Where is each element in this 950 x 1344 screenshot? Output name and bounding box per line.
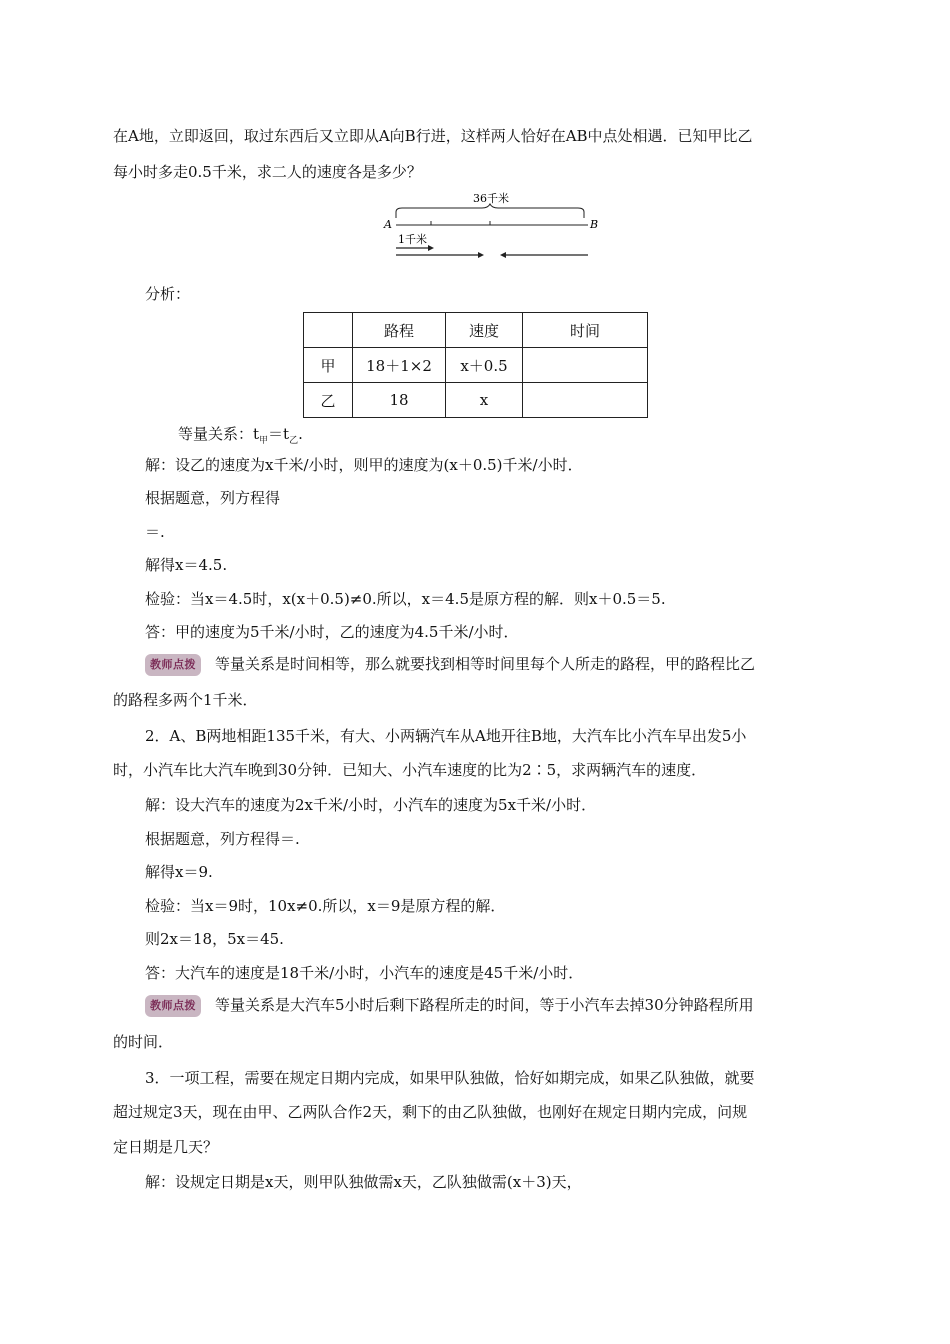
check-line: 检验：当x＝4.5时，x(x＋0.5)≠0.所以，x＝4.5是原方程的解．则x＋0.5＝5.	[145, 590, 666, 608]
analysis-table	[303, 312, 648, 418]
teacher-tip	[145, 654, 755, 676]
equation-line: ＝.	[145, 523, 165, 541]
equality-sub: 甲	[259, 436, 269, 446]
diagram-arrowhead	[500, 252, 506, 258]
diagram-arrowhead	[478, 252, 484, 258]
equality-suffix: .	[298, 425, 303, 443]
solution-line: 解：设大汽车的速度为2x千米/小时，小汽车的速度为5x千米/小时．	[145, 796, 597, 814]
analysis-label: 分析：	[145, 285, 191, 303]
diagram-arrowhead	[428, 245, 434, 251]
teacher-tip-text: 等量关系是大汽车5小时后剩下路程所走的时间，等于小汽车去掉30分钟路程所用	[215, 996, 754, 1014]
table-row	[304, 348, 648, 383]
table-cell: 甲	[304, 348, 353, 383]
teacher-tip-text: 等量关系是时间相等，那么就要找到相等时间里每个人所走的路程，甲的路程比乙	[215, 655, 756, 673]
solution-line: 根据题意，列方程得	[145, 489, 281, 507]
table-cell: 18	[353, 383, 446, 418]
solution-line: 根据题意，列方程得＝.	[145, 830, 300, 848]
problem-text-line: 时，小汽车比大汽车晚到30分钟．已知大、小汽车速度的比为2∶5，求两辆汽车的速度．	[113, 761, 707, 779]
equality-prefix: 等量关系：t	[178, 425, 260, 443]
problem-text-line: 2．A、B两地相距135千米，有大、小两辆汽车从A地开往B地，大汽车比小汽车早出发5小	[145, 727, 747, 745]
solution-line: 解得x＝4.5.	[145, 556, 228, 574]
table-header-cell: 时间	[523, 313, 648, 348]
teacher-tip	[145, 995, 754, 1017]
equality-middle: ＝t	[268, 425, 290, 443]
teacher-tip-text: 的时间．	[113, 1033, 174, 1051]
teacher-tip-badge: 教师点拨	[145, 995, 201, 1017]
answer-line: 答：甲的速度为5千米/小时，乙的速度为4.5千米/小时．	[145, 623, 519, 641]
solution-line: 解：设规定日期是x天，则甲队独做需x天，乙队独做需(x＋3)天，	[145, 1173, 582, 1191]
answer-line: 答：大汽车的速度是18千米/小时，小汽车的速度是45千米/小时．	[145, 964, 584, 982]
solution-line: 则2x＝18，5x＝45.	[145, 930, 284, 948]
problem-text-line: 在A地，立即返回，取过东西后又立即从A向B行进，这样两人恰好在AB中点处相遇．已知甲比乙	[113, 127, 753, 145]
equality-sub: 乙	[289, 436, 299, 446]
table-cell	[523, 348, 648, 383]
problem-text-line: 定日期是几天？	[113, 1138, 219, 1156]
diagram-brace	[396, 204, 584, 218]
diagram-total-label: 36千米	[473, 192, 509, 205]
solution-line: 解：设乙的速度为x千米/小时，则甲的速度为(x＋0.5)千米/小时．	[145, 456, 583, 474]
equality-relation	[178, 424, 303, 451]
problem-text-line: 每小时多走0.5千米，求二人的速度各是多少？	[113, 163, 422, 181]
table-header-cell: 速度	[446, 313, 523, 348]
diagram-point-a: A	[384, 218, 392, 231]
table-header-cell: 路程	[353, 313, 446, 348]
table-cell: 18＋1×2	[353, 348, 446, 383]
check-line: 检验：当x＝9时，10x≠0.所以，x＝9是原方程的解．	[145, 897, 506, 915]
solution-line: 解得x＝9.	[145, 863, 213, 881]
table-header-cell	[304, 313, 353, 348]
diagram-point-b: B	[590, 218, 599, 231]
problem-text-line: 超过规定3天，现在由甲、乙两队合作2天，剩下的由乙队独做，也刚好在规定日期内完成，问规	[113, 1103, 748, 1121]
table-cell: 乙	[304, 383, 353, 418]
teacher-tip-badge: 教师点拨	[145, 654, 201, 676]
distance-diagram	[378, 188, 608, 266]
table-cell: x＋0.5	[446, 348, 523, 383]
table-header-row	[304, 313, 648, 348]
table-cell	[523, 383, 648, 418]
teacher-tip-text: 的路程多两个1千米．	[113, 691, 258, 709]
table-row	[304, 383, 648, 418]
problem-text-line: 3．一项工程，需要在规定日期内完成，如果甲队独做，恰好如期完成，如果乙队独做，就要	[145, 1069, 755, 1087]
table-cell: x	[446, 383, 523, 418]
diagram-segment-label: 1千米	[398, 233, 427, 246]
